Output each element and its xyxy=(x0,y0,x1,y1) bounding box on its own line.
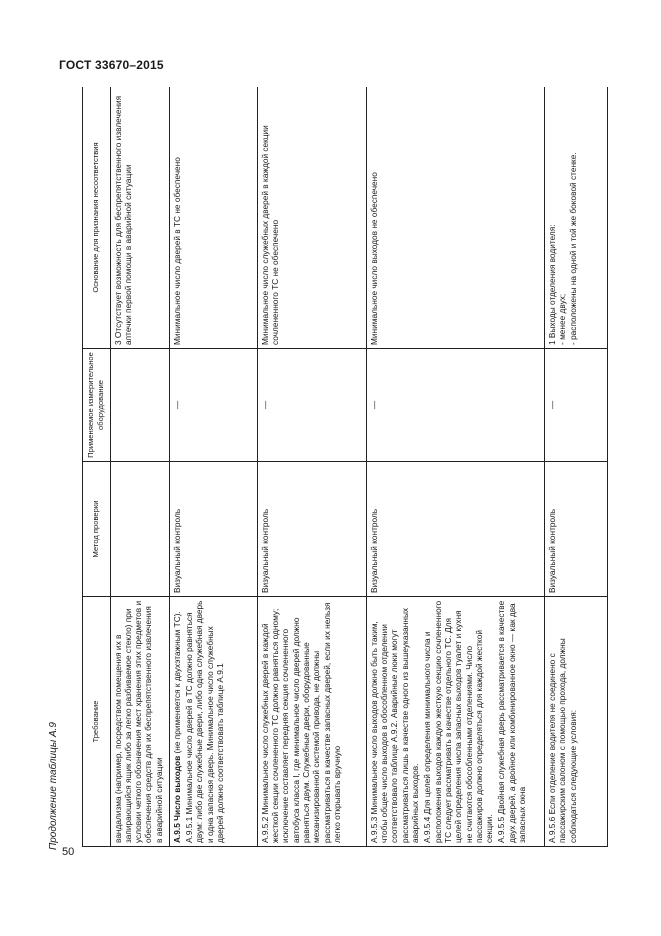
header-method: Метод проверки xyxy=(83,462,111,597)
equipment-cell: — xyxy=(366,349,544,462)
method-cell: Визуальный контроль xyxy=(366,462,544,597)
basis-text: 1 Выходы отделения водителя: xyxy=(547,224,558,345)
requirement-heading-rest: (не применяется к двухэтажным ТС). xyxy=(171,611,182,756)
table-header-row xyxy=(83,87,111,847)
equipment-cell: — xyxy=(257,349,366,462)
basis-text: - менее двух; xyxy=(557,293,568,345)
requirement-heading xyxy=(172,600,182,843)
method-cell xyxy=(110,462,169,597)
table-row xyxy=(366,87,544,847)
method-cell: Визуальный контроль xyxy=(545,462,608,597)
basis-text: Минимальное число служебных дверей в каждой секции сочлененного ТС не обеспечено xyxy=(259,125,281,345)
basis-cell xyxy=(169,87,257,349)
table-caption: Продолжение таблицы А.9 xyxy=(48,722,59,850)
requirement-text: вандализма (например, посредством помещения их в запирающийся ящик либо за легко разбиваемое стекло) при условии четкого обозначения мест хранения этих предметов и обеспечения средств для их беспрепятственного извлечения в аварийной ситуации xyxy=(112,600,164,843)
basis-text: 3 Отсутствует возможность для беспрепятственного извлечения аптечки первой помощи в аварийной ситуации xyxy=(112,95,133,345)
header-basis: Основание для признания несоответствия xyxy=(83,87,111,349)
requirement-text: А.9.5.4 Для целей определения минимального числа и расположения выходов каждую жесткую секцию сочлененного ТС следует рассматривать в качестве отдельного ТС. Для целей определения числа запасных выходов туалет и кухня не считаются обособленными отделениями. Число пассажиров должно определяться для каждой жесткой секции. xyxy=(422,600,495,843)
basis-text: Минимальное число дверей в ТС не обеспечено xyxy=(171,157,182,345)
basis-text: Минимальное число выходов не обеспечено xyxy=(368,172,379,345)
table-row xyxy=(169,87,257,847)
basis-cell xyxy=(366,87,544,349)
page-number: 50 xyxy=(62,846,75,858)
requirement-text: А.9.5.1 Минимальное число дверей в ТС должно равняться двум: либо две служебные двери, либо одна служебная дверь и одна запасная дверь. Минимальное число служебных дверей должно соответствовать таблице А.9.1 xyxy=(184,600,225,843)
requirement-text: А.9.5.2 Минимальное число служебных дверей в каждой жесткой секции сочлененного ТС должно равняться одному; исключение составляет передняя секция сочлененного автобуса класса I, где минимальное число дверей должно равняться двум. Служебные двери, оборудованные механизированной системой привода, не должны рассматриваться в качестве запасных дверей, если их нельзя легко открывать вручную xyxy=(259,602,342,843)
requirement-cell xyxy=(366,597,544,847)
equipment-cell: — xyxy=(169,349,257,462)
table-viewport xyxy=(82,87,608,847)
method-cell: Визуальный контроль xyxy=(169,462,257,597)
requirements-table xyxy=(82,87,608,847)
document-code: ГОСТ 33670–2015 xyxy=(59,58,164,72)
requirement-text: А.9.5.3 Минимальное число выходов должно быть таким, чтобы общее число выходов в обособленном отделении соответствовало таблице А.9.2. Аварийные люки могут рассматриваться лишь в качестве одного из вышеуказанных аварийных выходов. xyxy=(368,607,421,843)
requirement-cell xyxy=(110,597,169,847)
table-row xyxy=(545,87,608,847)
rotated-table xyxy=(82,87,608,847)
requirement-text: А.9.5.5 Двойная служебная дверь рассматривается в качестве двух дверей, а двойное или комбинированное окно — как два запасных окна xyxy=(496,600,528,843)
basis-cell xyxy=(257,87,366,349)
basis-cell xyxy=(110,87,169,349)
table-row xyxy=(257,87,366,847)
equipment-cell xyxy=(110,349,169,462)
method-cell: Визуальный контроль xyxy=(257,462,366,597)
requirement-text: А.9.5.6 Если отделение водителя не соединено с пассажирским салоном с помощью прохода, должны соблюдаться следующие условия: xyxy=(547,638,578,843)
header-requirement: Требование xyxy=(83,597,111,847)
basis-text: - расположены на одной и той же боковой стенке. xyxy=(567,152,578,345)
table-row xyxy=(110,87,169,847)
header-equipment: Применяемое измерительное оборудование xyxy=(83,349,111,462)
requirement-cell xyxy=(169,597,257,847)
requirement-cell xyxy=(257,597,366,847)
requirement-cell xyxy=(545,597,608,847)
requirement-heading-bold: А.9.5 Число выходов xyxy=(171,755,182,843)
equipment-cell: — xyxy=(545,349,608,462)
basis-cell xyxy=(545,87,608,349)
